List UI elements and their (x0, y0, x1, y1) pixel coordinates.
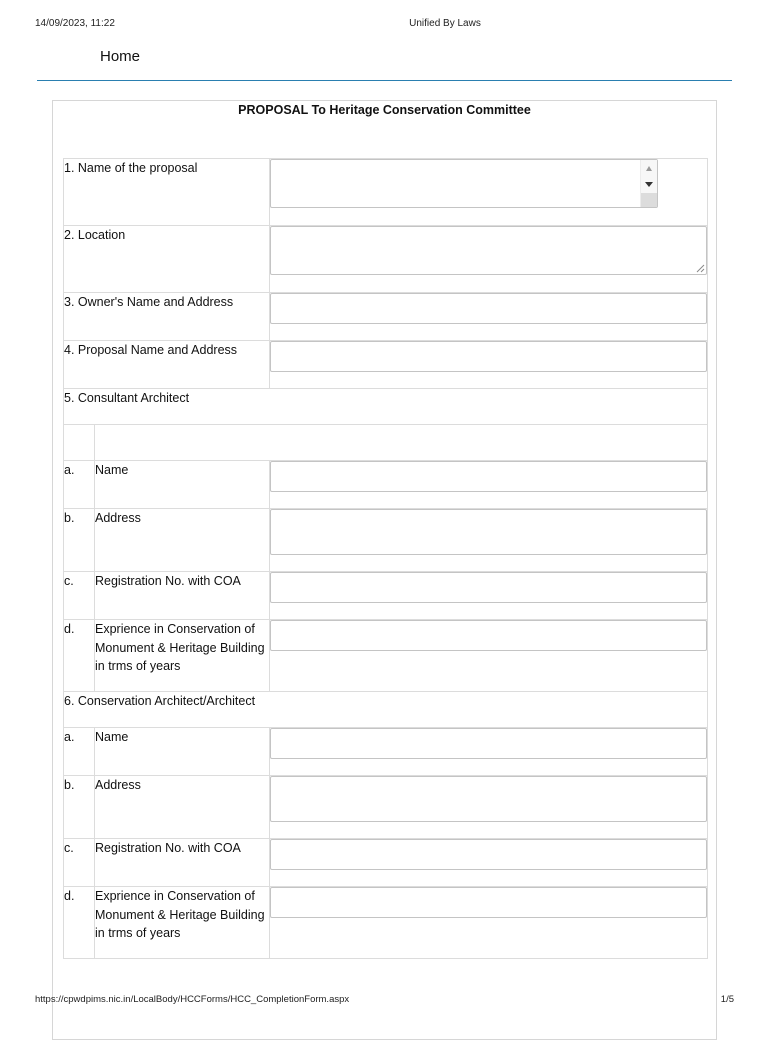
conservation-name-input[interactable] (270, 728, 707, 759)
field-label: Name (95, 461, 270, 509)
field-label: 3. Owner's Name and Address (64, 293, 270, 341)
field-cell (270, 226, 708, 293)
form-row (64, 461, 708, 509)
item-letter: a. (64, 728, 95, 776)
item-letter: c. (64, 839, 95, 887)
form-row (64, 341, 708, 389)
page-indicator: 1/5 (720, 994, 734, 1005)
field-cell (270, 159, 708, 226)
empty-cell (64, 425, 95, 461)
consultant-experience-input[interactable] (270, 620, 707, 651)
print-datetime: 14/09/2023, 11:22 (35, 18, 115, 29)
item-letter: d. (64, 620, 95, 692)
resize-grip-icon[interactable] (696, 264, 705, 273)
field-label: Registration No. with COA (95, 572, 270, 620)
form-row (64, 887, 708, 959)
textarea-scrollbar[interactable] (640, 160, 657, 207)
print-url: https://cpwdpims.nic.in/LocalBody/HCCForms/HCC_CompletionForm.aspx (35, 994, 350, 1005)
field-label: Exprience in Conservation of Monument & Heritage Building in trms of years (95, 887, 270, 959)
form-row (64, 776, 708, 839)
field-cell (270, 620, 708, 692)
location-textarea[interactable] (270, 226, 707, 275)
section-heading: 5. Consultant Architect (64, 389, 708, 425)
print-header (0, 18, 768, 32)
resize-grip-icon[interactable] (641, 193, 657, 207)
form-row (64, 159, 708, 226)
field-cell (270, 341, 708, 389)
consultant-name-input[interactable] (270, 461, 707, 492)
field-label: 1. Name of the proposal (64, 159, 270, 226)
field-cell (270, 839, 708, 887)
consultant-address-input[interactable] (270, 509, 707, 555)
empty-cell (95, 425, 708, 461)
form-row (64, 226, 708, 293)
field-label: Registration No. with COA (95, 839, 270, 887)
scroll-down-icon[interactable] (645, 182, 653, 187)
field-label: Exprience in Conservation of Monument & Heritage Building in trms of years (95, 620, 270, 692)
field-cell (270, 572, 708, 620)
form-title: PROPOSAL To Heritage Conservation Committee (238, 103, 531, 117)
field-label: 4. Proposal Name and Address (64, 341, 270, 389)
field-label: Address (95, 509, 270, 572)
form-row (64, 620, 708, 692)
proposal-name-address-input[interactable] (270, 341, 707, 372)
section-heading-row (64, 692, 708, 728)
scroll-up-icon[interactable] (646, 166, 652, 171)
field-label: Address (95, 776, 270, 839)
home-link[interactable]: Home (100, 48, 141, 65)
section-heading-row (64, 389, 708, 425)
item-letter: c. (64, 572, 95, 620)
field-cell (270, 776, 708, 839)
conservation-registration-input[interactable] (270, 839, 707, 870)
item-letter: b. (64, 776, 95, 839)
item-letter: d. (64, 887, 95, 959)
spacer-row (64, 425, 708, 461)
owner-name-address-input[interactable] (270, 293, 707, 324)
field-cell (270, 509, 708, 572)
field-cell (270, 728, 708, 776)
print-page-title: Unified By Laws (409, 18, 481, 29)
conservation-address-input[interactable] (270, 776, 707, 822)
form-row (64, 293, 708, 341)
field-label: Name (95, 728, 270, 776)
section-heading: 6. Conservation Architect/Architect (64, 692, 708, 728)
proposal-form-table (63, 158, 708, 959)
field-cell (270, 293, 708, 341)
form-row (64, 728, 708, 776)
conservation-experience-input[interactable] (270, 887, 707, 918)
item-letter: a. (64, 461, 95, 509)
field-cell (270, 887, 708, 959)
form-row (64, 572, 708, 620)
form-row (64, 509, 708, 572)
item-letter: b. (64, 509, 95, 572)
proposal-name-textarea[interactable] (270, 159, 658, 208)
field-cell (270, 461, 708, 509)
form-row (64, 839, 708, 887)
nav-divider (37, 80, 732, 81)
field-label: 2. Location (64, 226, 270, 293)
consultant-registration-input[interactable] (270, 572, 707, 603)
